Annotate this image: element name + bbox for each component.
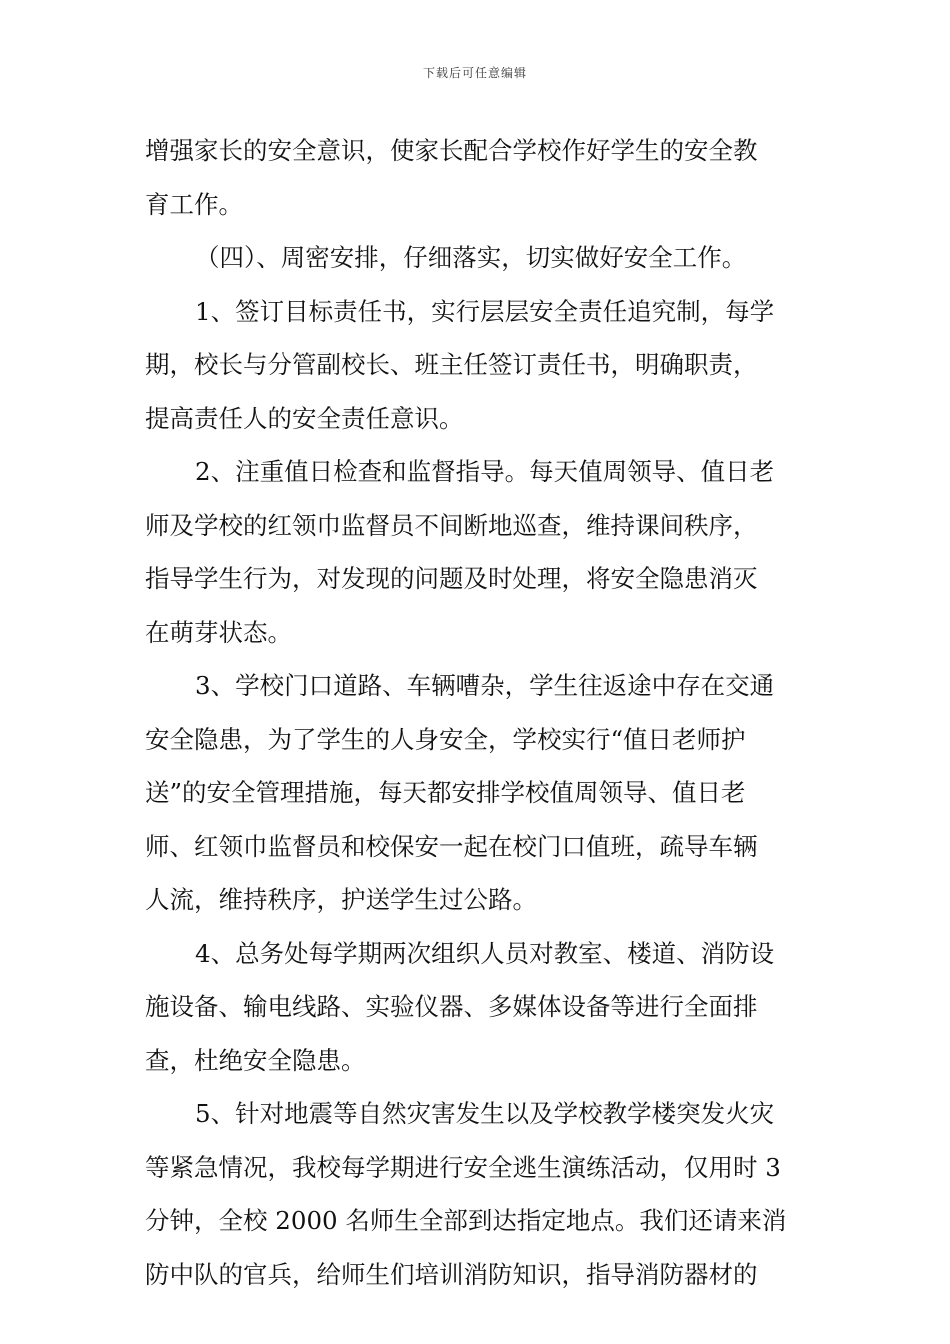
text-line: 育工作。	[145, 189, 243, 219]
text-line: 查，杜绝安全隐患。	[145, 1045, 366, 1075]
text-line: 3、学校门口道路、车辆嘈杂，学生往返途中存在交通	[195, 671, 775, 700]
text-line: 师、红领巾监督员和校保安一起在校门口值班，疏导车辆	[145, 831, 758, 861]
text-line: 1、签订目标责任书，实行层层安全责任追究制，每学	[195, 296, 775, 326]
text-line: （四）、周密安排，仔细落实，切实做好安全工作。	[195, 243, 747, 272]
text-line: 安全隐患，为了学生的人身安全，学校实行“值日老师护	[145, 724, 746, 754]
text-line: 施设备、输电线路、实验仪器、多媒体设备等进行全面排	[145, 992, 758, 1021]
text-line: 等紧急情况，我校每学期进行安全逃生演练活动，仅用时 3	[145, 1152, 781, 1182]
text-line: 5、针对地震等自然灾害发生以及学校教学楼突发火灾	[195, 1099, 775, 1128]
text-line: 在萌芽状态。	[145, 617, 292, 647]
text-line: 4、总务处每学期两次组织人员对教室、楼道、消防设	[195, 938, 775, 968]
text-line: 期，校长与分管副校长、班主任签订责任书，明确职责，	[145, 350, 758, 379]
text-line: 师及学校的红领巾监督员不间断地巡查，维持课间秩序，	[145, 510, 758, 540]
text-line: 防中队的官兵，给师生们培训消防知识，指导消防器材的	[145, 1259, 758, 1289]
text-line: 分钟，全校 2000 名师生全部到达指定地点。我们还请来消	[145, 1206, 787, 1235]
document-body	[145, 124, 810, 1301]
text-line: 人流，维持秩序，护送学生过公路。	[145, 885, 537, 914]
text-line: 送”的安全管理措施，每天都安排学校值周领导、值日老	[145, 778, 746, 807]
header-note: 下载后可任意编辑	[422, 66, 527, 80]
text-line: 指导学生行为，对发现的问题及时处理，将安全隐患消灭	[145, 564, 758, 593]
text-line: 增强家长的安全意识，使家长配合学校作好学生的安全教	[145, 136, 758, 165]
text-line: 提高责任人的安全责任意识。	[145, 403, 464, 433]
text-line: 2、注重值日检查和监督指导。每天值周领导、值日老	[195, 457, 775, 486]
